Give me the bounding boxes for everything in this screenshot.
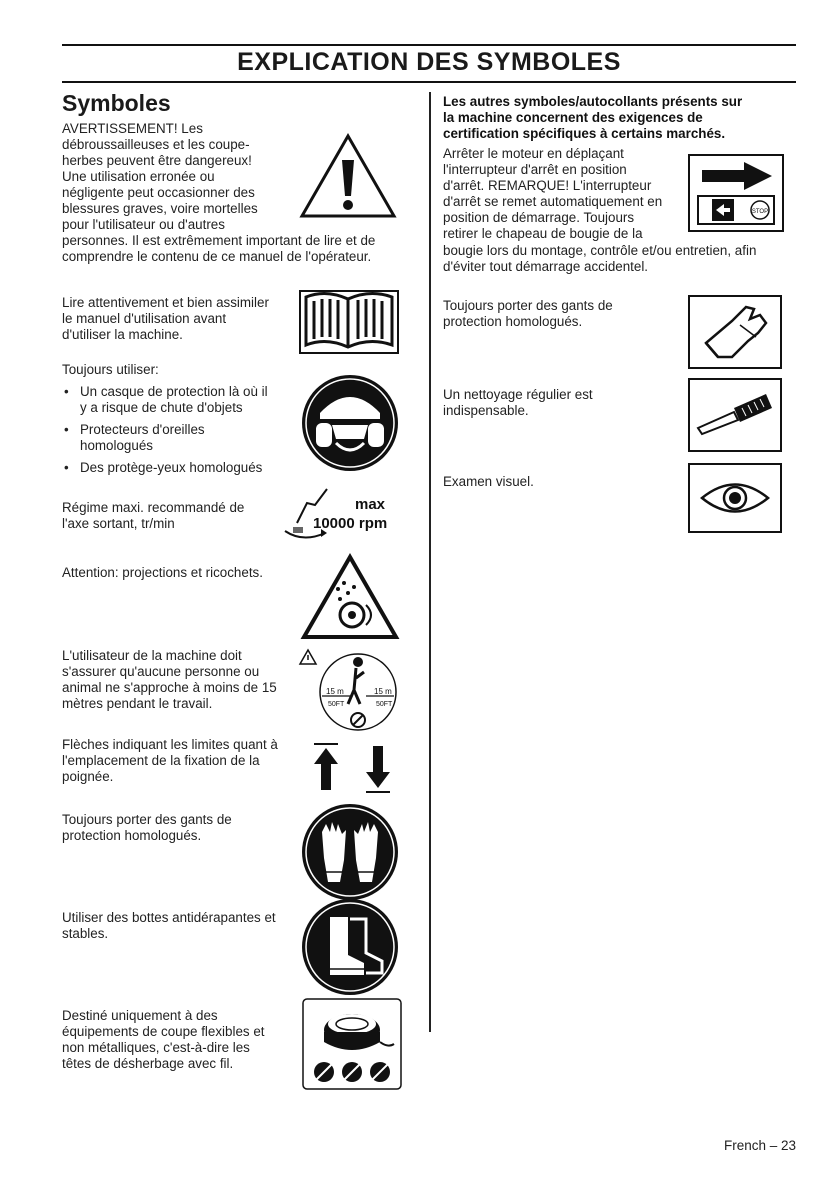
- warning-paragraph: AVERTISSEMENT! Les débroussailleuses et les coupe- herbes peuvent être dangereux! Une utilisation erronée ou négligente peut occasionner des blessures graves, voire mortelles pour l'utilisateur ou d'autres: [62, 121, 258, 232]
- projection-warning-icon: [300, 553, 400, 641]
- projection-text: Attention: projections et ricochets.: [62, 565, 263, 580]
- page-number: French – 23: [723, 1138, 796, 1153]
- distance-right-m: 15 m: [374, 687, 392, 696]
- stop-switch-icon: [688, 154, 784, 232]
- cleaning-brush-icon: [688, 378, 782, 452]
- page-title: EXPLICATION DES SYMBOLES: [237, 48, 621, 76]
- stop-switch-text-cont: bougie lors du montage, contrôle et/ou entretien, afin d'éviter tout démarrage accidentel.: [443, 243, 757, 274]
- eye-icon: [688, 463, 782, 533]
- list-item: • Des protège-yeux homologués: [62, 460, 302, 476]
- boots-text: Utiliser des bottes antidérapantes et stables.: [62, 910, 276, 941]
- stop-label: STOP: [751, 209, 769, 215]
- trimmer-text: Destiné uniquement à des équipements de coupe flexibles et non métalliques, c'est-à-dire les têtes de désherbage avec fil.: [62, 1008, 265, 1071]
- always-use-label: Toujours utiliser:: [62, 362, 159, 377]
- stop-switch-text: Arrêter le moteur en déplaçant l'interrupteur d'arrêt en position d'arrêt. REMARQUE! L'interrupteur d'arrêt se remet automatiquement en position de démarrage. Toujours retirer le chapeau de bougie de la: [443, 146, 663, 241]
- distance-text: L'utilisateur de la machine doit s'assurer qu'aucune personne ou animal ne s'approche à moins de 15 mètres pendant le travail.: [62, 648, 277, 711]
- warning-paragraph-cont: personnes. Il est extrêmement important de lire et de comprendre le contenu de ce manuel de l'opérateur.: [62, 233, 376, 264]
- inspection-text: Examen visuel.: [443, 474, 534, 489]
- gloves-text: Toujours porter des gants de protection homologués.: [62, 812, 232, 843]
- list-item: • Un casque de protection là où il y a risque de chute d'objets: [62, 384, 302, 416]
- glove-icon: [688, 295, 782, 369]
- section-heading: Symboles: [62, 90, 171, 116]
- warning-triangle-icon: [298, 132, 398, 220]
- helmet-ear-eye-protection-icon: [300, 373, 400, 473]
- header-top-rule: [62, 44, 796, 46]
- handle-limit-arrows-icon: [308, 742, 398, 794]
- header-bottom-rule: [62, 81, 796, 83]
- rpm-text: Régime maxi. recommandé de l'axe sortant, tr/min: [62, 500, 245, 531]
- boots-icon: [300, 897, 400, 997]
- column-divider: [429, 92, 431, 1032]
- rpm-value-label: 10000 rpm: [313, 515, 388, 532]
- read-manual-icon: [298, 285, 400, 355]
- safety-distance-icon: [298, 648, 408, 734]
- right-gloves-text: Toujours porter des gants de protection homologués.: [443, 298, 613, 329]
- gloves-icon: [300, 802, 400, 902]
- ppe-list: [62, 384, 302, 482]
- right-section-heading: Les autres symboles/autocollants présents sur la machine concernent des exigences de certification spécifiques à certains marchés.: [443, 94, 743, 141]
- arrows-text: Flèches indiquant les limites quant à l'emplacement de la fixation de la poignée.: [62, 737, 278, 784]
- distance-right-ft: 50FT: [376, 701, 393, 708]
- rpm-max-label: max: [355, 496, 386, 513]
- trimmer-head-icon: [302, 998, 402, 1090]
- list-item: • Protecteurs d'oreilles homologués: [62, 422, 302, 454]
- distance-left-m: 15 m: [326, 687, 344, 696]
- distance-left-ft: 50FT: [328, 701, 345, 708]
- max-rpm-icon: [283, 483, 403, 543]
- cleaning-text: Un nettoyage régulier est indispensable.: [443, 387, 593, 418]
- manual-text: Lire attentivement et bien assimiler le manuel d'utilisation avant d'utiliser la machine.: [62, 295, 269, 342]
